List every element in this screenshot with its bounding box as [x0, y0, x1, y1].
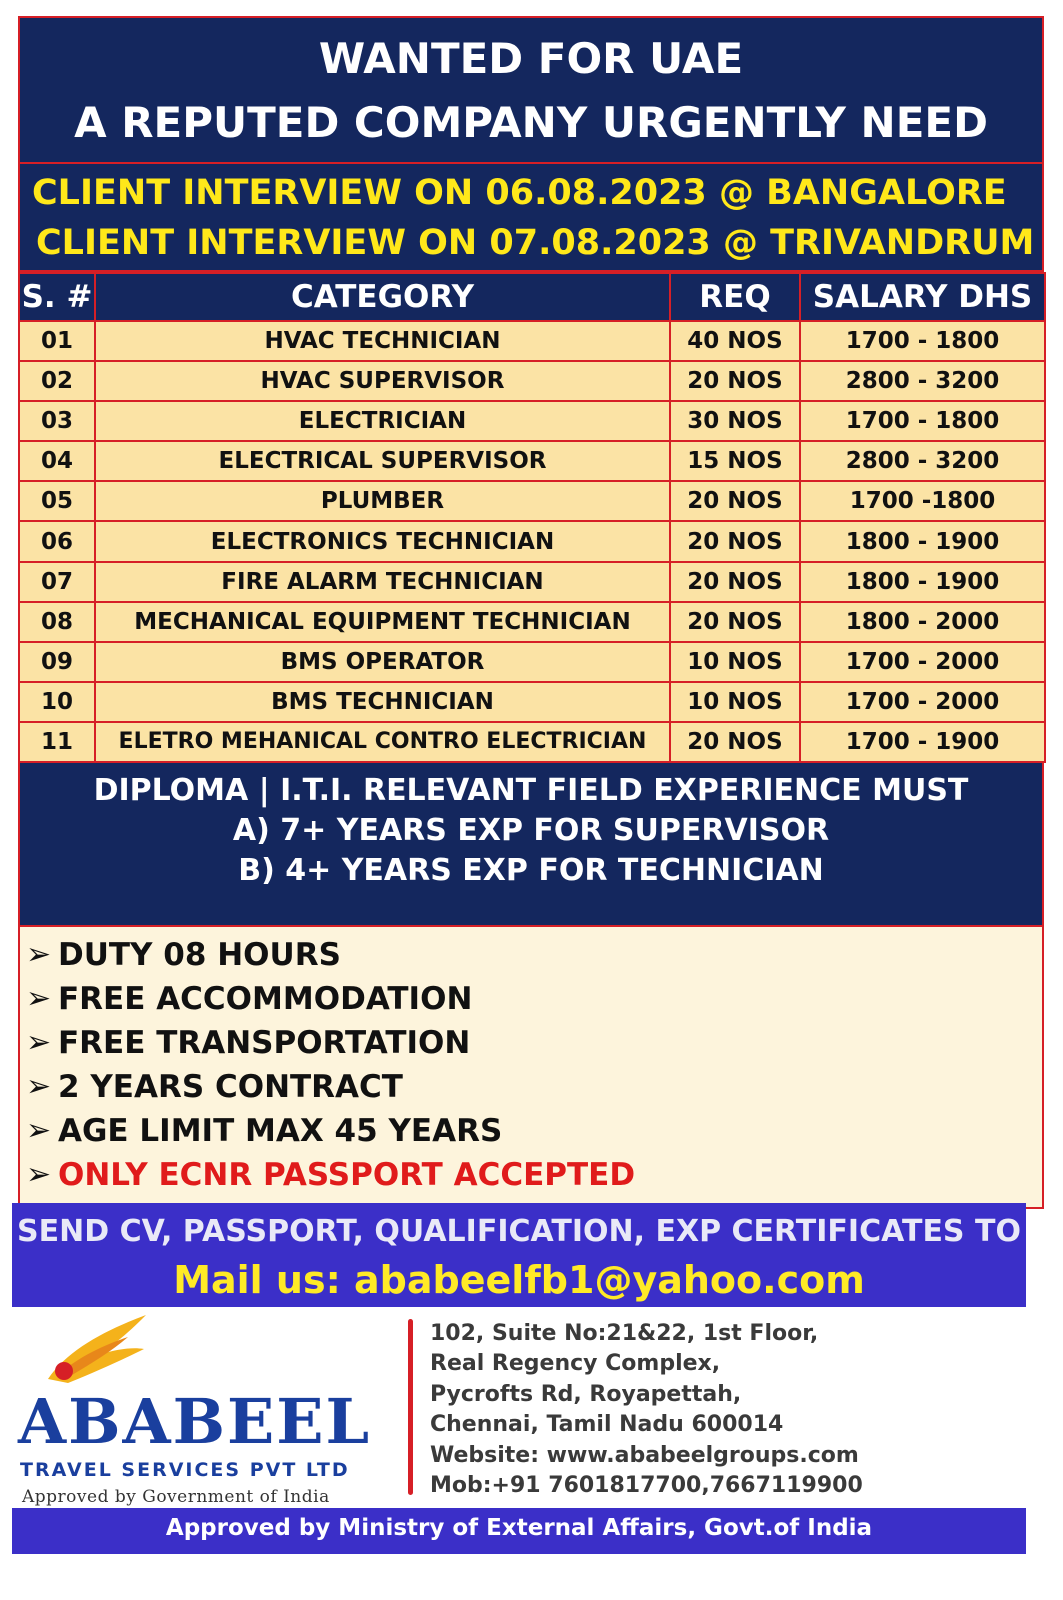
- interview-schedule: [18, 164, 1044, 272]
- send-documents-instruction: SEND CV, PASSPORT, QUALIFICATION, EXP CERTIFICATES TO: [17, 1214, 1021, 1249]
- address-line: 102, Suite No:21&22, 1st Floor,: [430, 1321, 819, 1346]
- row-req: 20 NOS: [670, 481, 800, 521]
- arrow-bullet-icon: ➢: [26, 1069, 52, 1105]
- address-line: Pycrofts Rd, Royapettah,: [430, 1381, 742, 1407]
- row-sn: 04: [19, 441, 95, 481]
- logo-tagline: Approved by Government of India: [22, 1487, 330, 1507]
- table-row: [19, 642, 1045, 682]
- row-sn: 09: [19, 642, 95, 682]
- row-sn: 03: [19, 401, 95, 441]
- logo-subtitle: TRAVEL SERVICES PVT LTD: [20, 1459, 350, 1481]
- benefit-text: DUTY 08 HOURS: [58, 937, 341, 974]
- table-row: [19, 361, 1045, 401]
- row-salary: 1700 - 2000: [800, 682, 1045, 722]
- website-line[interactable]: Website: www.ababeelgroups.com: [430, 1442, 859, 1468]
- logo-wordmark: ABABEEL: [18, 1385, 372, 1458]
- header-subtitle: A REPUTED COMPANY URGENTLY NEED: [74, 98, 988, 147]
- row-category: FIRE ALARM TECHNICIAN: [95, 562, 670, 602]
- benefits-list: [18, 927, 1044, 1209]
- table-header-row: [19, 273, 1045, 321]
- row-salary: 1800 - 2000: [800, 602, 1045, 642]
- row-sn: 08: [19, 602, 95, 642]
- list-item: [26, 1065, 1042, 1109]
- table-row: [19, 682, 1045, 722]
- arrow-bullet-icon: ➢: [26, 1157, 52, 1193]
- row-salary: 1700 - 2000: [800, 642, 1045, 682]
- phone-line[interactable]: Mob:+91 7601817700,7667119900: [430, 1473, 863, 1499]
- table-row: [19, 481, 1045, 521]
- table-row: [19, 602, 1045, 642]
- row-salary: 1700 - 1800: [800, 401, 1045, 441]
- row-req: 15 NOS: [670, 441, 800, 481]
- row-req: 10 NOS: [670, 682, 800, 722]
- list-item: [26, 1021, 1042, 1065]
- table-row: [19, 401, 1045, 441]
- qualification-line: B) 4+ YEARS EXP FOR TECHNICIAN: [238, 853, 824, 889]
- row-sn: 11: [19, 722, 95, 762]
- row-category: HVAC SUPERVISOR: [95, 361, 670, 401]
- list-item: [26, 1109, 1042, 1153]
- list-item: [26, 933, 1042, 977]
- benefit-text: FREE ACCOMMODATION: [58, 981, 473, 1018]
- row-salary: 1700 -1800: [800, 481, 1045, 521]
- table-row: [19, 722, 1045, 762]
- row-req: 20 NOS: [670, 562, 800, 602]
- row-req: 20 NOS: [670, 602, 800, 642]
- header-title: WANTED FOR UAE: [318, 34, 744, 83]
- arrow-bullet-icon: ➢: [26, 1025, 52, 1061]
- address-line: Real Regency Complex,: [430, 1351, 721, 1377]
- company-footer: [12, 1307, 1026, 1507]
- row-sn: 05: [19, 481, 95, 521]
- poster-header: [18, 16, 1044, 164]
- row-category: ELETRO MEHANICAL CONTRO ELECTRICIAN: [95, 722, 670, 762]
- list-item: [26, 1153, 1042, 1197]
- qualifications-panel: [18, 763, 1044, 927]
- row-req: 10 NOS: [670, 642, 800, 682]
- arrow-bullet-icon: ➢: [26, 937, 52, 973]
- address-line: Chennai, Tamil Nadu 600014: [430, 1412, 784, 1438]
- mail-address[interactable]: Mail us: ababeelfb1@yahoo.com: [173, 1258, 865, 1302]
- interview-line: CLIENT INTERVIEW ON 06.08.2023 @ BANGALORE: [32, 173, 1007, 213]
- table-row: [19, 441, 1045, 481]
- list-item: [26, 977, 1042, 1021]
- benefit-text: FREE TRANSPORTATION: [58, 1025, 471, 1062]
- table-row: [19, 562, 1045, 602]
- row-category: ELECTRONICS TECHNICIAN: [95, 521, 670, 561]
- row-sn: 07: [19, 562, 95, 602]
- row-sn: 06: [19, 521, 95, 561]
- arrow-bullet-icon: ➢: [26, 1113, 52, 1149]
- column-header-salary: SALARY DHS: [800, 273, 1045, 321]
- row-salary: 1800 - 1900: [800, 521, 1045, 561]
- row-req: 40 NOS: [670, 321, 800, 361]
- column-header-category: CATEGORY: [95, 273, 670, 321]
- bottom-border: [12, 1548, 1026, 1554]
- qualification-line: A) 7+ YEARS EXP FOR SUPERVISOR: [232, 813, 830, 849]
- row-salary: 1700 - 1900: [800, 722, 1045, 762]
- table-row: [19, 321, 1045, 361]
- row-req: 20 NOS: [670, 521, 800, 561]
- row-category: HVAC TECHNICIAN: [95, 321, 670, 361]
- company-address: [430, 1319, 863, 1501]
- row-category: MECHANICAL EQUIPMENT TECHNICIAN: [95, 602, 670, 642]
- passport-warning: ONLY ECNR PASSPORT ACCEPTED: [58, 1157, 636, 1194]
- interview-line: CLIENT INTERVIEW ON 07.08.2023 @ TRIVANDRUM: [36, 223, 1035, 263]
- row-sn: 01: [19, 321, 95, 361]
- benefit-text: 2 YEARS CONTRACT: [58, 1069, 403, 1106]
- column-header-req: REQ: [670, 273, 800, 321]
- row-salary: 2800 - 3200: [800, 441, 1045, 481]
- poster: [18, 16, 1044, 1209]
- row-category: PLUMBER: [95, 481, 670, 521]
- contact-band: [12, 1203, 1026, 1307]
- footer-divider: [408, 1319, 413, 1495]
- row-sn: 02: [19, 361, 95, 401]
- column-header-sn: S. #: [19, 273, 95, 321]
- row-category: ELECTRICIAN: [95, 401, 670, 441]
- row-salary: 2800 - 3200: [800, 361, 1045, 401]
- row-req: 20 NOS: [670, 361, 800, 401]
- jobs-table: [18, 272, 1046, 763]
- row-category: BMS TECHNICIAN: [95, 682, 670, 722]
- arrow-bullet-icon: ➢: [26, 981, 52, 1017]
- bird-wing-icon: [28, 1309, 178, 1389]
- approval-banner: Approved by Ministry of External Affairs, Govt.of India: [12, 1508, 1026, 1548]
- table-row: [19, 521, 1045, 561]
- row-category: ELECTRICAL SUPERVISOR: [95, 441, 670, 481]
- row-salary: 1800 - 1900: [800, 562, 1045, 602]
- qualification-line: DIPLOMA | I.T.I. RELEVANT FIELD EXPERIENCE MUST: [93, 773, 969, 809]
- row-salary: 1700 - 1800: [800, 321, 1045, 361]
- row-req: 20 NOS: [670, 722, 800, 762]
- company-logo: [18, 1327, 398, 1507]
- benefit-text: AGE LIMIT MAX 45 YEARS: [58, 1113, 503, 1150]
- row-category: BMS OPERATOR: [95, 642, 670, 682]
- row-sn: 10: [19, 682, 95, 722]
- row-req: 30 NOS: [670, 401, 800, 441]
